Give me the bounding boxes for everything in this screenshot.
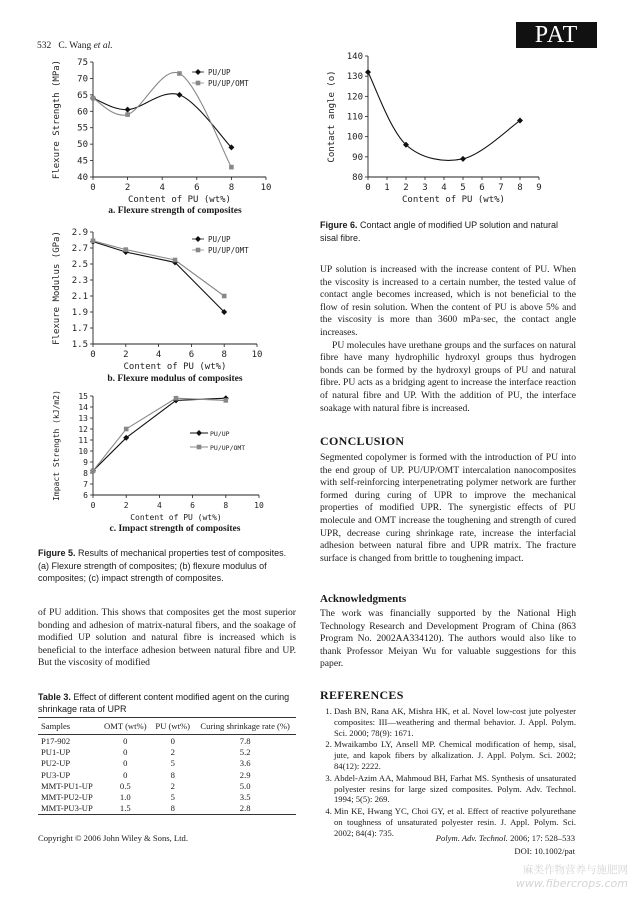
cell: MMT-PU2-UP — [41, 792, 93, 803]
legend-label: PU/UP — [208, 68, 231, 77]
data-point — [177, 92, 183, 98]
col-header: PU (wt%) — [151, 718, 194, 735]
table-row — [38, 780, 296, 791]
table-row — [38, 791, 296, 802]
y-tick-label: 60 — [77, 107, 88, 118]
x-tick-label: 1 — [384, 183, 390, 193]
fig5a-title: a. Flexure strength of composites — [108, 206, 242, 216]
x-tick-label: 6 — [188, 350, 195, 360]
journal-logo: PAT — [516, 22, 597, 48]
y-tick-label: 50 — [77, 140, 88, 151]
cell: 8 — [151, 803, 194, 815]
figure-6-caption — [320, 219, 578, 244]
cell: 0 — [123, 769, 128, 780]
reference-item: 4. Min KE, Hwang YC, Choi GY, et al. Effect of reactive polyurethane on toughness of unsaturated polyester resin. J. Appl. Polym. Sci. 2002; 84(4): 735. — [334, 806, 576, 838]
x-tick-label: 4 — [159, 183, 165, 193]
x-tick-label: 5 — [460, 183, 466, 193]
y-tick-label: 70 — [77, 74, 88, 85]
y-tick-label: 14 — [78, 403, 88, 412]
chart-flexure-strength — [40, 52, 290, 204]
fig5-label: Figure 5. — [38, 548, 76, 558]
table-row — [38, 746, 296, 757]
data-point — [365, 69, 371, 75]
right-body-text — [320, 264, 576, 415]
table-row — [38, 803, 296, 815]
cell: P17-902 — [41, 735, 71, 746]
series-line — [93, 241, 224, 296]
x-tick-label: 6 — [479, 183, 485, 193]
cell: 5 — [170, 792, 175, 803]
x-tick-label: 2 — [124, 183, 131, 193]
legend-marker — [195, 236, 201, 242]
references-heading: REFERENCES — [320, 688, 404, 702]
series-2 — [91, 396, 228, 473]
header-authors: C. Wang — [58, 41, 92, 51]
legend-label: PU/UP — [210, 430, 230, 438]
watermark-cn: 麻类作物营养与施肥网 — [523, 864, 628, 876]
cell: 3.5 — [239, 792, 251, 803]
data-point — [124, 247, 129, 252]
cell: 1.0 — [119, 792, 131, 803]
cell: 0 — [170, 735, 175, 746]
data-point — [91, 239, 96, 244]
cell: 5.2 — [239, 746, 251, 757]
x-tick-label: 0 — [90, 183, 96, 193]
y-axis-label: Flexure Strength (MPa) — [52, 59, 62, 180]
y-tick-label: 8 — [83, 469, 88, 478]
x-tick-label: 0 — [365, 183, 371, 193]
conclusion-heading: CONCLUSION — [320, 434, 405, 448]
y-axis-label: Contact angle (o) — [327, 70, 337, 163]
col-header: Samples — [38, 718, 99, 735]
header-et-al: et al. — [93, 41, 113, 51]
cell: 0 — [123, 735, 128, 746]
legend-marker — [197, 445, 202, 450]
series-line — [93, 398, 226, 471]
chart-contact-angle — [324, 50, 574, 212]
y-tick-label: 10 — [78, 447, 88, 456]
figure-5-caption — [38, 547, 296, 585]
cell: MMT-PU1-UP — [41, 780, 93, 791]
right-paragraph-1: UP solution is increased with the increase content of PU. When the viscosity is increased to a certain number, the tested value of contact angle becomes increased, which is not beneficial to the flow of resin solution. When the content of PU is above 5% and the viscosity is more than 3600 mPa·sec, the contact angle increases. — [320, 264, 576, 338]
legend-label: PU/UP — [208, 235, 231, 244]
conclusion-paragraph: Segmented copolymer is formed with the introduction of PU into the end group of UP. PU/UP/OMT intercalation nanocomposites with self-reinforcing interpenetrating polymer network are further formed during curing of UPR to improve the mechanical properties of modified UPR. The synergistic effects of PU molecule and OMT increase the toughening and strength of cured UPR, decrease curing shrinkage rate, increase the interfacial adhesion between natural fibre and UPR matrix. The fracture surface is changed from brittle to toughening impact. — [320, 452, 576, 564]
cell: PU3-UP — [41, 769, 71, 780]
cell: 0.5 — [119, 780, 131, 791]
fig5c-title: c. Impact strength of composites — [109, 524, 241, 534]
acknowledgments-text — [320, 608, 576, 671]
acknowledgments-heading: Acknowledgments — [320, 593, 407, 605]
series-1 — [365, 69, 523, 162]
y-tick-label: 11 — [78, 436, 88, 445]
y-tick-label: 2.5 — [71, 260, 88, 270]
data-point — [460, 156, 466, 162]
x-tick-label: 6 — [190, 501, 196, 510]
x-tick-label: 10 — [254, 501, 264, 510]
data-point — [229, 165, 234, 170]
legend-marker — [196, 248, 201, 253]
x-tick-label: 2 — [123, 501, 129, 510]
x-tick-label: 10 — [260, 183, 272, 193]
y-tick-label: 110 — [346, 112, 363, 123]
y-tick-label: 12 — [78, 425, 88, 434]
table-row — [38, 769, 296, 780]
col-header: Curing shrinkage rate (%) — [194, 718, 296, 735]
cell: PU2-UP — [41, 758, 71, 769]
chart-impact-strength — [40, 390, 290, 522]
y-tick-label: 6 — [83, 491, 88, 500]
reference-item: 2. Mwaikambo LY, Ansell MP. Chemical modification of hemp, sisal, jute, and kapok fibers by alkalization. J. Appl. Polym. Sci. 2002; 84(12): 2222. — [334, 739, 576, 771]
legend — [190, 430, 245, 452]
y-tick-label: 100 — [346, 132, 363, 143]
cell: 3.6 — [239, 758, 251, 769]
fig5-text: Results of mechanical properties test of composites. (a) Flexure strength of composites; (b) flexure modulus of composites; (c) impact strength of composites. — [38, 548, 287, 583]
x-tick-label: 8 — [221, 350, 227, 360]
x-tick-label: 8 — [228, 183, 235, 193]
y-tick-label: 1.9 — [71, 308, 88, 318]
cell: 2 — [170, 780, 175, 791]
left-body-text — [38, 607, 296, 670]
data-point — [91, 469, 96, 474]
table3-caption-text: Effect of different content modified agent on the curing shrinkage rata of UPR — [38, 692, 290, 714]
y-axis-label: Impact Strength (kJ/m2) — [52, 390, 61, 501]
footer-journal-name: Polym. Adv. Technol. — [435, 833, 508, 843]
y-tick-label: 90 — [352, 152, 363, 163]
x-tick-label: 8 — [517, 183, 523, 193]
cell: 2 — [170, 746, 175, 757]
legend-marker — [196, 81, 201, 86]
y-tick-label: 1.5 — [71, 340, 88, 350]
acknowledgments-paragraph: The work was financially supported by the National High Technology Research and Development Program of China (863 Program No. 2002AA334120). The authors would also like to thank Professor Meiyan Wu for valuable suggestions for this paper. — [320, 608, 576, 670]
x-tick-label: 9 — [536, 183, 542, 193]
series-1 — [90, 92, 234, 151]
y-tick-label: 45 — [77, 156, 88, 167]
series-1 — [90, 395, 229, 474]
y-tick-label: 55 — [77, 123, 88, 134]
y-tick-label: 65 — [77, 90, 88, 101]
x-tick-label: 10 — [251, 350, 263, 360]
fig6-label: Figure 6. — [320, 220, 358, 230]
data-point — [91, 96, 96, 101]
table3-label: Table 3. — [38, 692, 71, 702]
table-row — [38, 735, 296, 747]
series-1 — [90, 239, 227, 315]
y-tick-label: 15 — [78, 392, 88, 401]
data-point — [124, 427, 129, 432]
running-header — [37, 41, 113, 51]
legend — [192, 235, 249, 255]
reference-item: 3. Abdel-Azim AA, Mahmoud BH, Farhat MS. Synthesis of unsaturated polyester resins for large sized composites. Polym. Adv. Technol. 1994; 5(5): 269. — [334, 773, 576, 805]
cell: 2.9 — [239, 769, 251, 780]
series-line — [93, 94, 231, 148]
cell: 7.8 — [239, 735, 251, 746]
cell: PU1-UP — [41, 746, 71, 757]
x-axis-label: Content of PU (wt%) — [123, 362, 227, 372]
fig6-text: Contact angle of modified UP solution and natural sisal fibre. — [320, 220, 558, 243]
x-axis-label: Content of PU (wt%) — [128, 195, 231, 204]
y-tick-label: 75 — [77, 58, 88, 68]
data-point — [173, 258, 178, 263]
legend-marker — [196, 430, 202, 436]
series-line — [93, 242, 224, 312]
x-tick-label: 8 — [223, 501, 229, 510]
cell: 8 — [170, 769, 175, 780]
x-axis-label: Content of PU (wt%) — [402, 195, 505, 205]
right-paragraph-2: PU molecules have urethane groups and the surfaces on natural fibre have many hydrophilic hydroxyl groups thus hydrogen bonds can be formed by the hydroxyl groups of PU and natural fibre. PU acts as a bridging agent to increase the interface reaction of natural fibre and UP. With the addition of PU, the interface soakage with natural fibre is increased. — [320, 339, 576, 414]
x-tick-label: 4 — [441, 183, 447, 193]
cell: 0 — [123, 758, 128, 769]
data-point — [224, 398, 229, 403]
cell: 5 — [170, 758, 175, 769]
table-3 — [38, 717, 296, 815]
x-tick-label: 0 — [90, 350, 96, 360]
cell: 5.0 — [239, 780, 251, 791]
legend-label: PU/UP/OMT — [210, 444, 246, 452]
cell: 1.5 — [99, 803, 151, 815]
fig5b-title: b. Flexure modulus of composites — [107, 374, 243, 384]
watermark-url: www.fibercrops.com — [515, 877, 628, 890]
col-header: OMT (wt%) — [99, 718, 151, 735]
footer-citation: 2006; 17: 528–533 — [510, 833, 575, 843]
cell: MMT-PU3-UP — [38, 803, 99, 815]
footer-journal — [420, 833, 575, 843]
table-row — [38, 758, 296, 769]
footer-copyright: Copyright © 2006 John Wiley & Sons, Ltd. — [38, 833, 188, 843]
x-tick-label: 4 — [155, 350, 162, 360]
left-paragraph: of PU addition. This shows that composites get the most superior bonding and adhesion of matrix-natural fibers, and the soakage of modified UP solution and natural fibre is increased which is beneficial to the interface adhesion between natural fibre and UP. But the viscosity of modified — [38, 607, 296, 669]
page-number: 532 — [37, 41, 52, 51]
legend-label: PU/UP/OMT — [208, 246, 249, 255]
table-header-row — [38, 718, 296, 735]
y-tick-label: 40 — [77, 173, 88, 183]
legend — [192, 68, 249, 88]
table-3-caption — [38, 691, 296, 715]
x-tick-label: 6 — [194, 183, 200, 193]
reference-item: 1. Dash BN, Rana AK, Mishra HK, et al. Novel low-cost jute polyester composites: III—weathering and thermal behavior. J. Appl. Polym. Sci. 2000; 78(9): 1671. — [334, 706, 576, 738]
y-tick-label: 1.7 — [71, 324, 88, 334]
y-tick-label: 80 — [352, 173, 363, 183]
y-tick-label: 2.9 — [71, 228, 88, 238]
y-tick-label: 2.3 — [71, 276, 88, 286]
legend-label: PU/UP/OMT — [208, 79, 249, 88]
data-point — [125, 107, 131, 113]
data-point — [222, 294, 227, 299]
data-point — [174, 396, 179, 401]
y-tick-label: 9 — [83, 458, 88, 467]
references-list-wrap — [320, 706, 576, 840]
data-point — [125, 112, 130, 117]
y-tick-label: 2.1 — [71, 292, 88, 302]
cell: 0 — [123, 746, 128, 757]
x-tick-label: 7 — [498, 183, 504, 193]
chart-flexure-modulus — [40, 222, 290, 372]
x-tick-label: 4 — [156, 501, 162, 510]
x-tick-label: 2 — [123, 350, 129, 360]
cell: 2.8 — [194, 803, 296, 815]
x-tick-label: 2 — [403, 183, 409, 193]
x-axis-label: Content of PU (wt%) — [130, 513, 222, 522]
y-tick-label: 140 — [346, 52, 363, 62]
y-tick-label: 130 — [346, 72, 363, 83]
x-tick-label: 3 — [422, 183, 428, 193]
series-line — [368, 72, 520, 160]
conclusion-text — [320, 452, 576, 565]
data-point — [177, 71, 182, 76]
footer-doi: DOI: 10.1002/pat — [514, 846, 575, 856]
y-axis-label: Flexure Modulus (GPa) — [52, 231, 62, 345]
y-tick-label: 7 — [83, 480, 88, 489]
y-tick-label: 13 — [78, 414, 88, 423]
x-tick-label: 0 — [90, 501, 96, 510]
y-tick-label: 2.7 — [71, 244, 88, 254]
y-tick-label: 120 — [346, 92, 363, 103]
legend-marker — [195, 69, 201, 75]
references-list — [320, 706, 576, 839]
